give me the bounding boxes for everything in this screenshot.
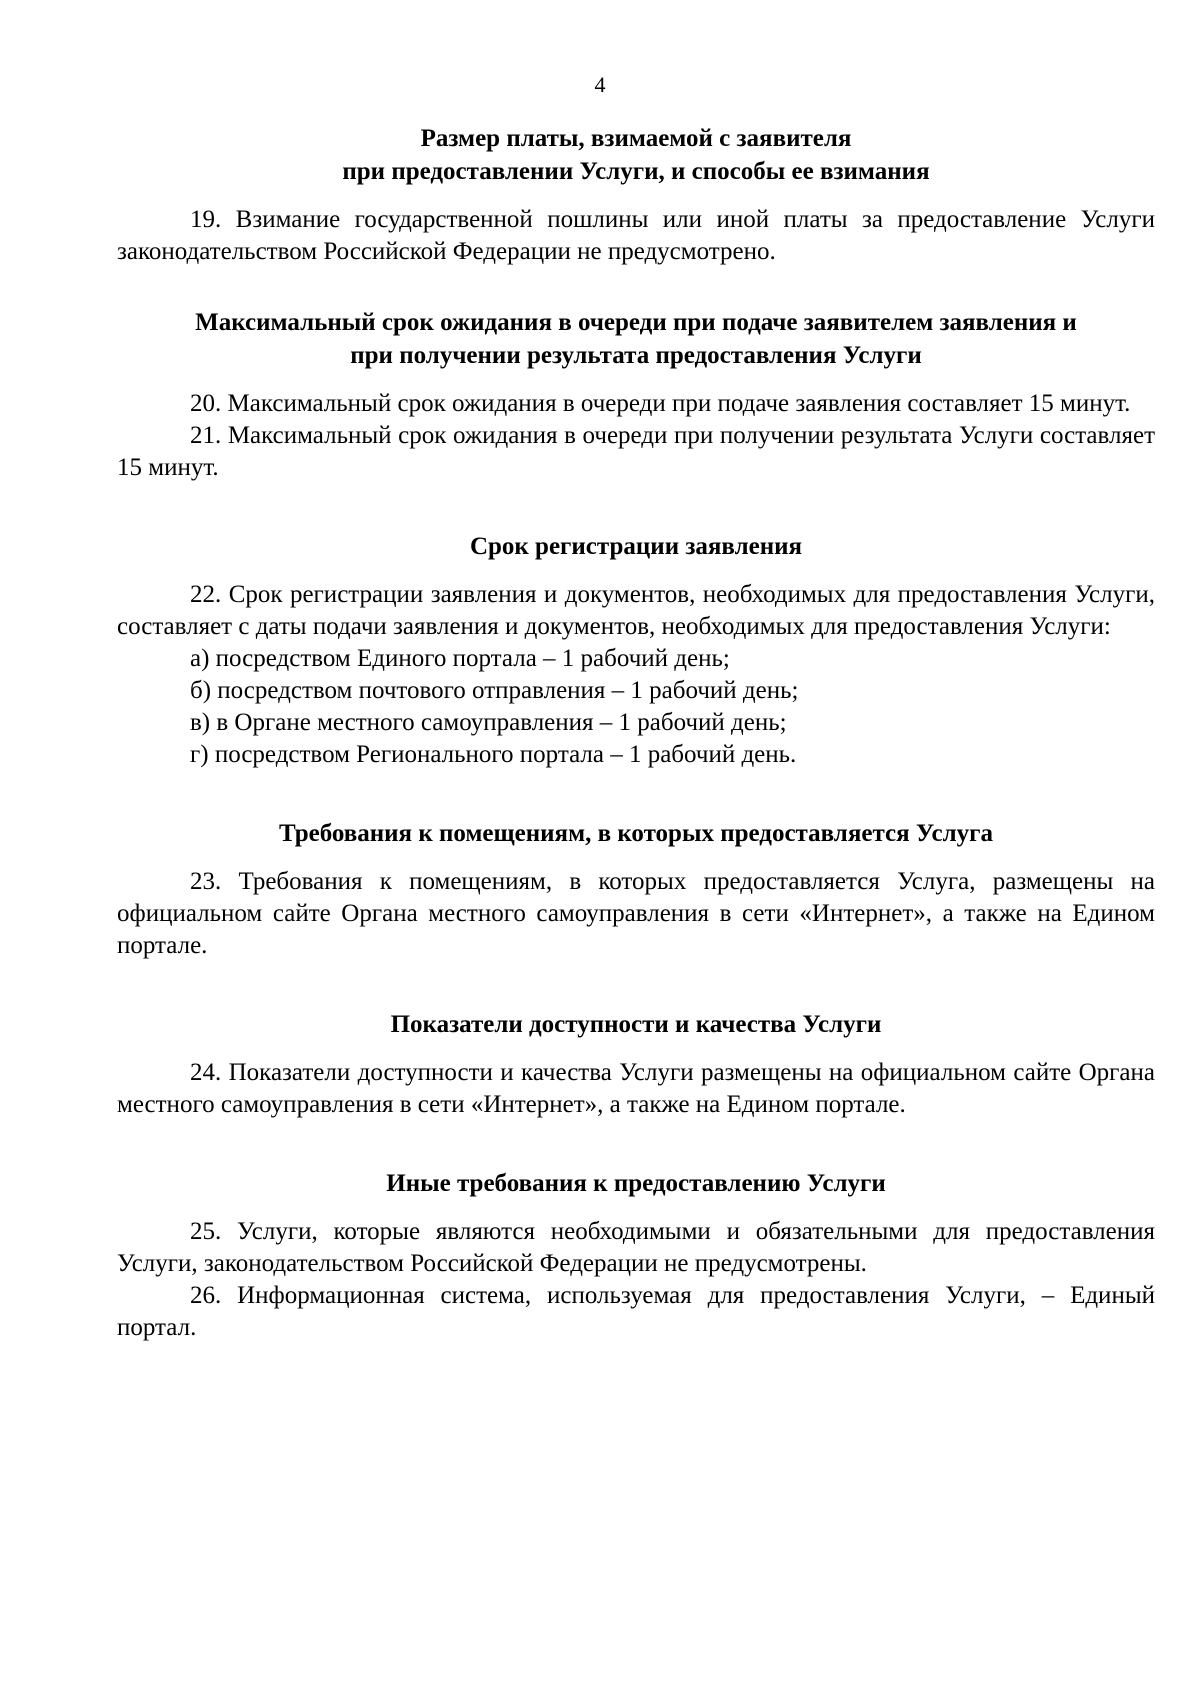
section-premises-requirements bbox=[117, 817, 1155, 962]
section-heading-line: Показатели доступности и качества Услуги bbox=[390, 1011, 882, 1038]
paragraph-26: 26. Информационная система, используемая для предоставления Услуги, – Единый портал. bbox=[117, 1282, 1155, 1341]
section-heading-line: при получении результата предоставления Услуги bbox=[350, 342, 922, 369]
paragraph-21: 21. Максимальный срок ожидания в очереди при получении результата Услуги составляет 15 минут. bbox=[117, 422, 1155, 481]
section-heading-line: Максимальный срок ожидания в очереди при подаче заявителем заявления и bbox=[195, 309, 1077, 336]
section-fee bbox=[117, 122, 1155, 268]
section-accessibility-indicators bbox=[117, 1008, 1155, 1121]
section-queue-time bbox=[117, 306, 1155, 484]
list-item: а) посредством Единого портала – 1 рабочий день; bbox=[190, 645, 730, 672]
list-item: в) в Органе местного самоуправления – 1 рабочий день; bbox=[190, 709, 787, 736]
paragraph-23: 23. Требования к помещениям, в которых предоставляется Услуга, размещены на официальном сайте Органа местного самоуправления в сети «Интернет», а также на Едином портале. bbox=[117, 868, 1155, 959]
paragraph-19: 19. Взимание государственной пошлины или иной платы за предоставление Услуги законодательством Российской Федерации не предусмотрено. bbox=[117, 206, 1155, 265]
paragraph-25: 25. Услуги, которые являются необходимыми и обязательными для предоставления Услуги, законодательством Российской Федерации не предусмотрены. bbox=[117, 1218, 1155, 1277]
section-registration-time bbox=[117, 530, 1155, 771]
section-heading-line: Иные требования к предоставлению Услуги bbox=[386, 1170, 886, 1197]
section-heading-line: при предоставлении Услуги, и способы ее взимания bbox=[342, 158, 930, 185]
section-other-requirements bbox=[117, 1167, 1155, 1344]
section-heading-line: Размер платы, взимаемой с заявителя bbox=[420, 125, 852, 152]
paragraph-24: 24. Показатели доступности и качества Услуги размещены на официальном сайте Органа местного самоуправления в сети «Интернет», а также на Едином портале. bbox=[117, 1059, 1155, 1118]
list-item: б) посредством почтового отправления – 1 рабочий день; bbox=[190, 677, 799, 704]
paragraph-22: 22. Срок регистрации заявления и документов, необходимых для предоставления Услуги, составляет с даты подачи заявления и документов, необходимых для предоставления Услуги: bbox=[117, 581, 1155, 640]
paragraph-20: 20. Максимальный срок ожидания в очереди при подаче заявления составляет 15 минут. bbox=[190, 390, 1131, 417]
document-body bbox=[117, 122, 1155, 1344]
page-number: 4 bbox=[594, 72, 606, 97]
list-item: г) посредством Регионального портала – 1 рабочий день. bbox=[190, 741, 797, 768]
section-heading-line: Требования к помещениям, в которых предоставляется Услуга bbox=[278, 820, 994, 847]
section-heading-line: Срок регистрации заявления bbox=[469, 533, 803, 560]
